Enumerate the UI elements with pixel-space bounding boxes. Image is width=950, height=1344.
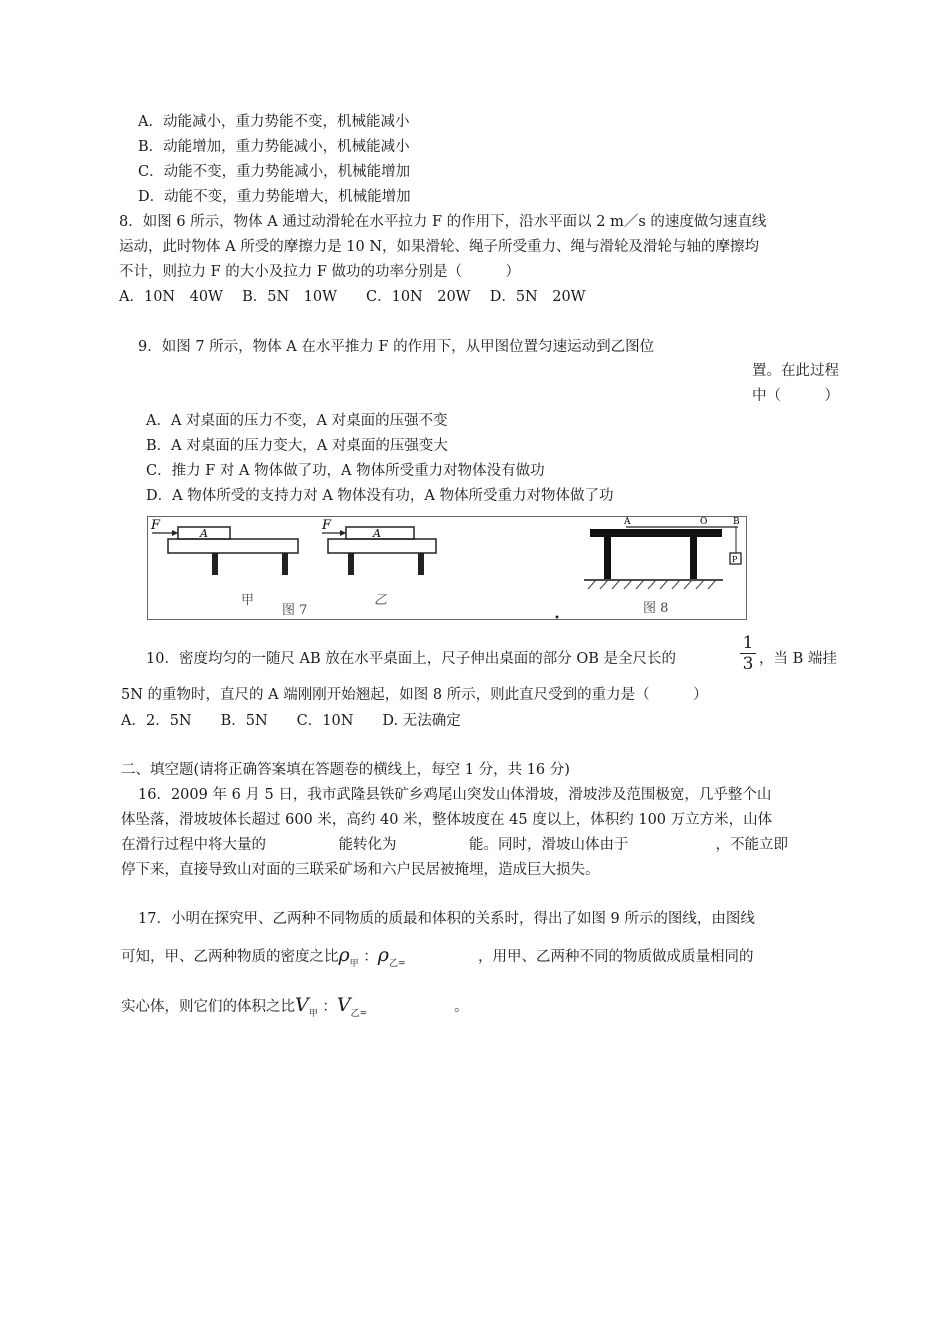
block-label-jia: A [200, 527, 208, 540]
rho-jia-sub: 甲 [349, 959, 359, 969]
rho-jia-symbol: ρ [338, 944, 350, 966]
figure-7-8-svg [148, 517, 748, 621]
q17-line-2-start: 可知，甲、乙两种物质的密度之比 [121, 949, 339, 965]
rho-equals: = [397, 959, 406, 969]
q9-option-b: B．A 对桌面的压力变大，A 对桌面的压强变大 [146, 438, 448, 454]
figure-7-jia [150, 518, 298, 608]
q9-line-2: 置。在此过程 [752, 363, 839, 379]
q17-line-3 [121, 995, 469, 1019]
q17-line-2 [121, 945, 754, 969]
section-2-heading: 二、填空题(请将正确答案填在答题卷的横线上，每空 1 分，共 16 分) [121, 762, 570, 778]
q8-line-3: 不计，则拉力 F 的大小及拉力 F 做功的功率分别是（ ） [119, 264, 521, 280]
q7-option-c: C．动能不变，重力势能减小，机械能增加 [138, 164, 411, 180]
q16-line-4: 停下来，直接导致山对面的三联采矿场和六户民居被掩埋，造成巨大损失。 [121, 862, 600, 878]
q10-options: A．2．5N B．5N C．10N D. 无法确定 [121, 713, 461, 729]
q10-line-1-end: ，当 B 端挂 [759, 651, 837, 667]
table-top-jia [168, 539, 298, 553]
ruler-label-o: O [700, 517, 708, 527]
q16-line-3: 在滑行过程中将大量的 能转化为 能。同时，滑坡山体由于 ，不能立即 [121, 837, 788, 853]
table-leg-yi-left [348, 553, 354, 575]
table-top-yi [328, 539, 436, 553]
q8-options: A．10N 40W B．5N 10W C．10N 20W D．5N 20W [119, 289, 586, 305]
q8-line-2: 运动，此时物体 A 所受的摩擦力是 10 N，如果滑轮、绳子所受重力、绳与滑轮及滑轮与轴的摩擦均 [119, 239, 760, 255]
v-jia-symbol: V [295, 994, 309, 1016]
weight-label: P [732, 555, 738, 564]
scan-dot [556, 616, 559, 619]
q9-line-3: 中（ ） [752, 388, 839, 404]
q16-line-2: 体坠落，滑坡坡体长超过 600 米，高约 40 米，整体坡度在 45 度以上，体积约 100 万立方米，山体 [121, 812, 773, 828]
figure-8 [584, 517, 741, 616]
force-label-yi: F [322, 518, 332, 533]
v-yi-symbol: V [336, 994, 351, 1016]
figure-7-yi [321, 518, 436, 608]
q9-line-1: 9．如图 7 所示，物体 A 在水平推力 F 的作用下，从甲图位置匀速运动到乙图位 [138, 339, 655, 355]
fraction-one-third [740, 634, 756, 673]
v-yi-sub: 乙 [350, 1009, 360, 1019]
table-leg-jia-right [282, 553, 288, 575]
q17-line-2-end: ，用甲、乙两种不同的物质做成质量相同的 [405, 949, 754, 965]
q9-option-a: A．A 对桌面的压力不变，A 对桌面的压强不变 [146, 413, 448, 429]
figure-8-caption: 图 8 [643, 601, 669, 616]
table-top-fig8 [590, 529, 722, 537]
q9-option-c: C．推力 F 对 A 物体做了功，A 物体所受重力对物体没有做功 [146, 463, 545, 479]
table-leg-yi-right [418, 553, 424, 575]
rho-yi-sub: 乙 [388, 959, 398, 969]
q17-line-3-end: 。 [367, 999, 469, 1015]
q16-line-1: 16．2009 年 6 月 5 日，我市武隆县铁矿乡鸡尾山突发山体滑坡，滑坡涉及范围极宽，几乎整个山 [138, 787, 772, 803]
fraction-numerator: 1 [742, 633, 754, 653]
q10-line-1: 10．密度均匀的一随尺 AB 放在水平桌面上，尺子伸出桌面的部分 OB 是全尺长的 [146, 651, 677, 667]
q17-line-3-start: 实心体，则它们的体积之比 [121, 999, 295, 1015]
figure-7-caption: 图 7 [282, 603, 308, 618]
figure-7-8-box [147, 516, 747, 620]
label-yi: 乙 [374, 593, 388, 608]
table-leg-fig8-left [604, 537, 611, 579]
ruler-label-a: A [624, 517, 631, 527]
q9-option-d: D．A 物体所受的支持力对 A 物体没有功，A 物体所受重力对物体做了功 [146, 488, 614, 504]
q7-option-b: B．动能增加，重力势能减小，机械能减小 [138, 139, 410, 155]
q7-option-d: D．动能不变，重力势能增大，机械能增加 [138, 189, 411, 205]
v-jia-sub: 甲 [308, 1009, 318, 1019]
fraction-denominator: 3 [742, 654, 754, 674]
table-leg-fig8-right [690, 537, 697, 579]
ratio-colon-2: ： [322, 999, 337, 1015]
ruler-label-b: B [733, 517, 740, 527]
rho-yi-symbol: ρ [377, 944, 389, 966]
table-leg-jia-left [212, 553, 218, 575]
q17-line-1: 17．小明在探究甲、乙两种不同物质的质最和体积的关系时，得出了如图 9 所示的图线，由图线 [138, 911, 755, 927]
q8-line-1: 8．如图 6 所示，物体 A 通过动滑轮在水平拉力 F 的作用下，沿水平面以 2 m／s 的速度做匀速直线 [119, 214, 767, 230]
q10-line-2: 5N 的重物时，直尺的 A 端刚刚开始翘起，如图 8 所示，则此直尺受到的重力是（ ） [121, 687, 708, 703]
block-label-yi: A [373, 527, 381, 540]
ratio-colon-1: ： [363, 949, 378, 965]
force-label-jia: F [151, 518, 161, 533]
q7-option-a: A．动能减小，重力势能不变，机械能减小 [138, 114, 410, 130]
label-jia: 甲 [241, 593, 255, 608]
v-equals: = [359, 1009, 368, 1019]
